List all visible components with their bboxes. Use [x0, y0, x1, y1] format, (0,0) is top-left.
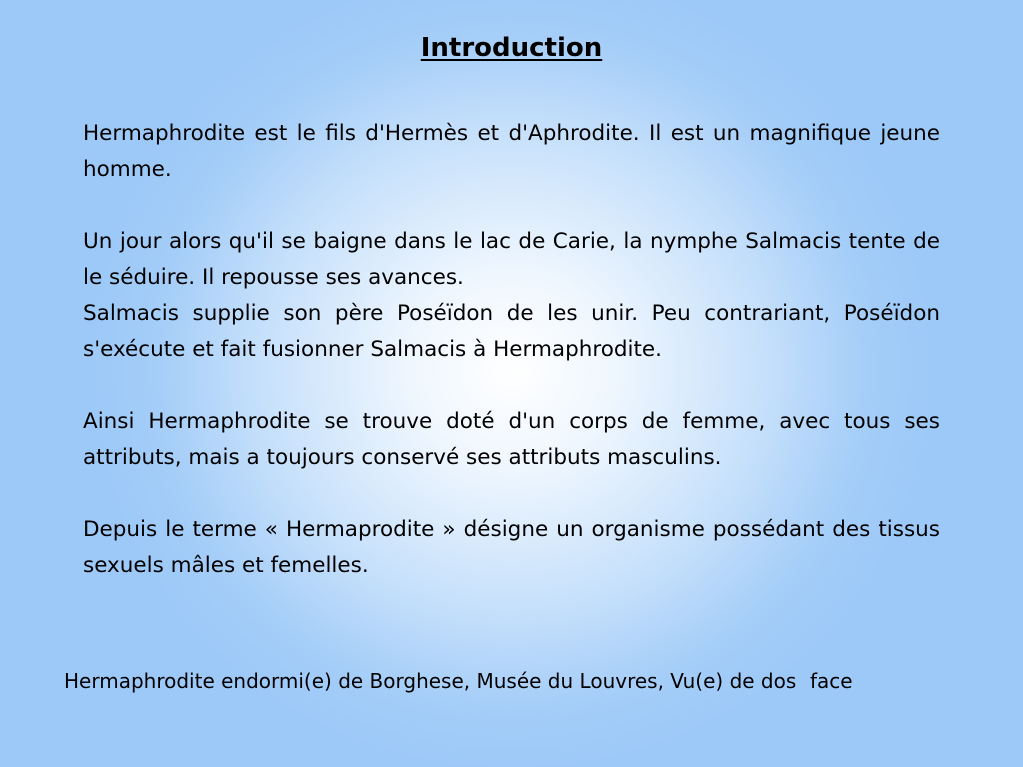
image-caption-overlap: face [810, 669, 853, 693]
paragraph-definition: Depuis le terme « Hermaprodite » désigne un organisme possédant des tissus sexuels mâles et femelles. [83, 517, 940, 578]
image-caption: Hermaphrodite endormi(e) de Borghese, Musée du Louvres, Vu(e) de dos [64, 669, 797, 693]
paragraph-salmacis-seduction: Un jour alors qu'il se baigne dans le lac de Carie, la nymphe Salmacis tente de le séduire. Il repousse ses avances. [83, 229, 940, 290]
body-text [83, 116, 940, 584]
paragraph-origin: Hermaphrodite est le fils d'Hermès et d'Aphrodite. Il est un magnifique jeune homme. [83, 121, 940, 182]
paragraph-poseidon-union: Salmacis supplie son père Poséïdon de les unir. Peu contrariant, Poséïdon s'exécute et fait fusionner Salmacis à Hermaphrodite. [83, 301, 940, 362]
slide-title: Introduction [420, 33, 603, 63]
paragraph-transformation: Ainsi Hermaphrodite se trouve doté d'un corps de femme, avec tous ses attributs, mais a toujours conservé ses attributs masculins. [83, 409, 940, 470]
